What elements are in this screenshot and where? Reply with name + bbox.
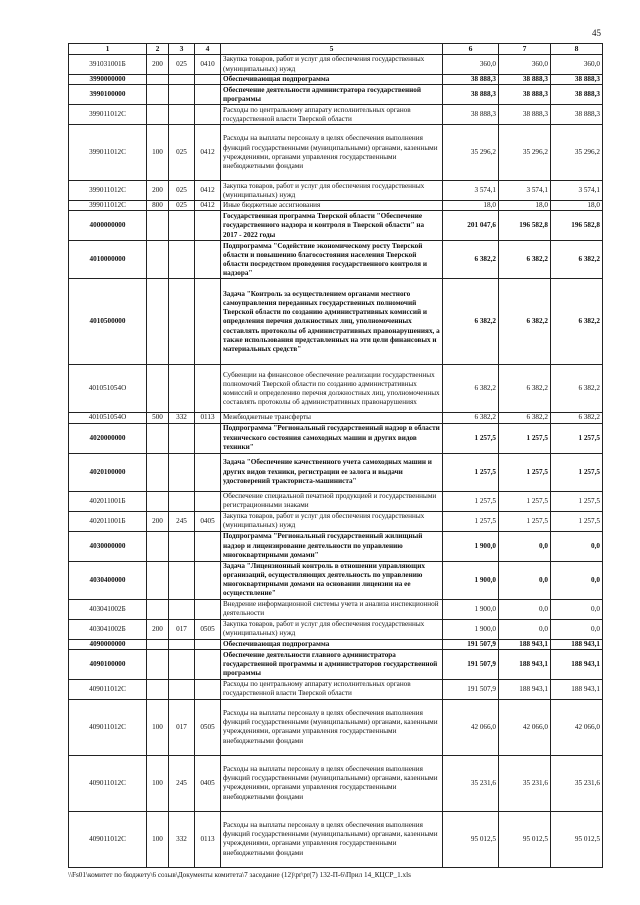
amount-2022-cell: 38 888,3: [551, 85, 603, 105]
amount-2021-cell: 6 382,2: [499, 365, 551, 413]
expense-type-cell: [147, 639, 169, 649]
column-header: 3: [169, 44, 195, 55]
amount-2022-cell: 188 943,1: [551, 649, 603, 679]
column-header: 6: [443, 44, 499, 55]
department-cell: 245: [169, 511, 195, 531]
expense-type-cell: [147, 85, 169, 105]
table-row: [69, 755, 603, 811]
description-cell: Обеспечение деятельности главного администратора государственной программы и администраторов государственной программы: [221, 649, 443, 679]
description-cell: Внедрение информационной системы учета и анализа инспекционной деятельности: [221, 599, 443, 619]
target-code-cell: 399011012С: [69, 181, 147, 201]
target-code-cell: 401051054О: [69, 365, 147, 413]
description-cell: Межбюджетные трансферты: [221, 413, 443, 423]
amount-2022-cell: 0,0: [551, 599, 603, 619]
amount-2021-cell: 188 943,1: [499, 679, 551, 699]
amount-2020-cell: 1 257,5: [443, 423, 499, 453]
department-cell: 025: [169, 181, 195, 201]
amount-2020-cell: 35 231,6: [443, 755, 499, 811]
target-code-cell: 4090000000: [69, 639, 147, 649]
amount-2021-cell: 1 257,5: [499, 453, 551, 491]
table-row: [69, 279, 603, 365]
amount-2022-cell: 0,0: [551, 531, 603, 561]
table-row: [69, 55, 603, 75]
table-row: [69, 423, 603, 453]
amount-2020-cell: 35 296,2: [443, 125, 499, 181]
target-code-cell: 399011012С: [69, 105, 147, 125]
section-cell: [195, 241, 221, 279]
department-cell: 017: [169, 699, 195, 755]
amount-2020-cell: 191 507,9: [443, 679, 499, 699]
amount-2020-cell: 1 900,0: [443, 599, 499, 619]
section-cell: 0113: [195, 413, 221, 423]
amount-2022-cell: 6 382,2: [551, 279, 603, 365]
expense-type-cell: 500: [147, 413, 169, 423]
section-cell: [195, 423, 221, 453]
target-code-cell: 4010000000: [69, 241, 147, 279]
target-code-cell: 409011012С: [69, 699, 147, 755]
department-cell: [169, 105, 195, 125]
section-cell: [195, 599, 221, 619]
description-cell: Обеспечивающая подпрограмма: [221, 639, 443, 649]
table-row: [69, 125, 603, 181]
department-cell: 025: [169, 201, 195, 211]
amount-2020-cell: 191 507,9: [443, 639, 499, 649]
table-row: [69, 85, 603, 105]
description-cell: Расходы на выплаты персоналу в целях обеспечения выполнения функций государственными (муниципальными) органами, казенными учреждениями, органами управления государственными внебюджетными фондами: [221, 755, 443, 811]
amount-2022-cell: 1 257,5: [551, 453, 603, 491]
amount-2021-cell: 38 888,3: [499, 85, 551, 105]
section-cell: 0412: [195, 125, 221, 181]
amount-2021-cell: 360,0: [499, 55, 551, 75]
expense-type-cell: 200: [147, 511, 169, 531]
expense-type-cell: [147, 75, 169, 85]
description-cell: Расходы по центральному аппарату исполнительных органов государственной власти Тверской области: [221, 105, 443, 125]
expense-type-cell: 200: [147, 181, 169, 201]
description-cell: Закупка товаров, работ и услуг для обеспечения государственных (муниципальных) нужд: [221, 181, 443, 201]
expense-type-cell: [147, 531, 169, 561]
department-cell: [169, 531, 195, 561]
table-row: [69, 365, 603, 413]
amount-2021-cell: 38 888,3: [499, 105, 551, 125]
amount-2022-cell: 3 574,1: [551, 181, 603, 201]
section-cell: [195, 531, 221, 561]
amount-2021-cell: 38 888,3: [499, 75, 551, 85]
table-row: [69, 413, 603, 423]
description-cell: Государственная программа Тверской области "Обеспечение государственного надзора и контроля в Тверской области" на 2017 - 2022 годы: [221, 211, 443, 241]
amount-2020-cell: 1 900,0: [443, 531, 499, 561]
amount-2021-cell: 0,0: [499, 531, 551, 561]
amount-2020-cell: 38 888,3: [443, 85, 499, 105]
expense-type-cell: [147, 423, 169, 453]
section-cell: 0113: [195, 811, 221, 867]
expense-type-cell: 100: [147, 125, 169, 181]
table-row: [69, 241, 603, 279]
table-row: [69, 211, 603, 241]
description-cell: Подпрограмма "Региональный государственный надзор в области технического состояния самоходных машин и других видов техники": [221, 423, 443, 453]
amount-2020-cell: 6 382,2: [443, 279, 499, 365]
description-cell: Расходы на выплаты персоналу в целях обеспечения выполнения функций государственными (муниципальными) органами, казенными учреждениями, органами управления государственными внебюджетными фондами: [221, 125, 443, 181]
target-code-cell: 403041002Б: [69, 599, 147, 619]
amount-2020-cell: 1 257,5: [443, 511, 499, 531]
amount-2021-cell: 188 943,1: [499, 649, 551, 679]
description-cell: Подпрограмма "Региональный государственный жилищный надзор и лицензирование деятельности по управлению многоквартирными домами": [221, 531, 443, 561]
amount-2021-cell: 3 574,1: [499, 181, 551, 201]
amount-2021-cell: 0,0: [499, 561, 551, 599]
amount-2022-cell: 6 382,2: [551, 241, 603, 279]
department-cell: [169, 365, 195, 413]
department-cell: [169, 649, 195, 679]
department-cell: [169, 599, 195, 619]
description-cell: Расходы на выплаты персоналу в целях обеспечения выполнения функций государственными (муниципальными) органами, казенными учреждениями, органами управления государственными внебюджетными фондами: [221, 811, 443, 867]
amount-2022-cell: 95 012,5: [551, 811, 603, 867]
amount-2022-cell: 38 888,3: [551, 105, 603, 125]
section-cell: 0505: [195, 619, 221, 639]
description-cell: Обеспечивающая подпрограмма: [221, 75, 443, 85]
amount-2020-cell: 201 047,6: [443, 211, 499, 241]
amount-2020-cell: 1 257,5: [443, 453, 499, 491]
section-cell: [195, 211, 221, 241]
target-code-cell: 409011012С: [69, 811, 147, 867]
amount-2020-cell: 42 066,0: [443, 699, 499, 755]
table-row: [69, 201, 603, 211]
description-cell: Задача "Лицензионный контроль в отношении управляющих организаций, осуществляющих деятельность по управлению многоквартирными домами на основании лицензии на ее осуществление": [221, 561, 443, 599]
section-cell: [195, 561, 221, 599]
table-row: [69, 531, 603, 561]
table-row: [69, 619, 603, 639]
target-code-cell: 409011012С: [69, 755, 147, 811]
section-cell: [195, 453, 221, 491]
target-code-cell: 3990100000: [69, 85, 147, 105]
amount-2021-cell: 6 382,2: [499, 241, 551, 279]
section-cell: [195, 491, 221, 511]
target-code-cell: 391031001Б: [69, 55, 147, 75]
file-path-footer: \\Fs01\комитет по бюджету\6 созыв\Документы комитета\7 заседание (12)\pr\pr(7) 132-П-6\Прил 14_КЦСР_1.xls: [68, 871, 411, 879]
expense-type-cell: [147, 241, 169, 279]
expense-type-cell: [147, 561, 169, 599]
amount-2020-cell: 191 507,9: [443, 649, 499, 679]
budget-table: [68, 43, 603, 868]
amount-2022-cell: 35 296,2: [551, 125, 603, 181]
column-header: 1: [69, 44, 147, 55]
amount-2021-cell: 196 582,8: [499, 211, 551, 241]
department-cell: 025: [169, 125, 195, 181]
column-header: 4: [195, 44, 221, 55]
amount-2022-cell: 42 066,0: [551, 699, 603, 755]
section-cell: [195, 639, 221, 649]
table-row: [69, 491, 603, 511]
amount-2021-cell: 95 012,5: [499, 811, 551, 867]
target-code-cell: 402011001Б: [69, 511, 147, 531]
target-code-cell: 4000000000: [69, 211, 147, 241]
description-cell: Закупка товаров, работ и услуг для обеспечения государственных (муниципальных) нужд: [221, 511, 443, 531]
amount-2021-cell: 6 382,2: [499, 413, 551, 423]
amount-2022-cell: 1 257,5: [551, 511, 603, 531]
department-cell: 332: [169, 811, 195, 867]
department-cell: [169, 561, 195, 599]
target-code-cell: 3990000000: [69, 75, 147, 85]
amount-2020-cell: 3 574,1: [443, 181, 499, 201]
expense-type-cell: 200: [147, 55, 169, 75]
amount-2022-cell: 35 231,6: [551, 755, 603, 811]
amount-2020-cell: 6 382,2: [443, 241, 499, 279]
column-header: 2: [147, 44, 169, 55]
amount-2022-cell: 188 943,1: [551, 679, 603, 699]
expense-type-cell: 200: [147, 619, 169, 639]
section-cell: 0412: [195, 181, 221, 201]
table-row: [69, 649, 603, 679]
department-cell: [169, 211, 195, 241]
department-cell: 025: [169, 55, 195, 75]
section-cell: [195, 105, 221, 125]
expense-type-cell: 100: [147, 811, 169, 867]
section-cell: [195, 679, 221, 699]
column-header: 5: [221, 44, 443, 55]
department-cell: [169, 279, 195, 365]
amount-2022-cell: 6 382,2: [551, 365, 603, 413]
expense-type-cell: [147, 491, 169, 511]
expense-type-cell: [147, 279, 169, 365]
amount-2022-cell: 0,0: [551, 619, 603, 639]
department-cell: [169, 491, 195, 511]
amount-2020-cell: 1 257,5: [443, 491, 499, 511]
expense-type-cell: [147, 453, 169, 491]
column-header: 7: [499, 44, 551, 55]
department-cell: [169, 241, 195, 279]
amount-2021-cell: 1 257,5: [499, 423, 551, 453]
expense-type-cell: [147, 649, 169, 679]
target-code-cell: 401051054О: [69, 413, 147, 423]
department-cell: [169, 679, 195, 699]
amount-2021-cell: 6 382,2: [499, 279, 551, 365]
expense-type-cell: 800: [147, 201, 169, 211]
amount-2022-cell: 360,0: [551, 55, 603, 75]
amount-2021-cell: 42 066,0: [499, 699, 551, 755]
section-cell: [195, 85, 221, 105]
department-cell: [169, 639, 195, 649]
expense-type-cell: [147, 105, 169, 125]
department-cell: 245: [169, 755, 195, 811]
table-row: [69, 511, 603, 531]
amount-2021-cell: 0,0: [499, 599, 551, 619]
target-code-cell: 409011012С: [69, 679, 147, 699]
description-cell: Расходы на выплаты персоналу в целях обеспечения выполнения функций государственными (муниципальными) органами, казенными учреждениями, органами управления государственными внебюджетными фондами: [221, 699, 443, 755]
page-number: 45: [592, 28, 601, 38]
department-cell: 017: [169, 619, 195, 639]
amount-2020-cell: 1 900,0: [443, 619, 499, 639]
amount-2021-cell: 1 257,5: [499, 511, 551, 531]
amount-2020-cell: 38 888,3: [443, 75, 499, 85]
department-cell: [169, 453, 195, 491]
expense-type-cell: 100: [147, 699, 169, 755]
expense-type-cell: [147, 365, 169, 413]
amount-2020-cell: 1 900,0: [443, 561, 499, 599]
section-cell: 0410: [195, 55, 221, 75]
department-cell: 332: [169, 413, 195, 423]
table-row: [69, 105, 603, 125]
header-row: [69, 44, 603, 55]
table-row: [69, 699, 603, 755]
description-cell: Задача "Контроль за осуществлением органами местного самоуправления переданных государственных полномочий Тверской области по созданию административных комиссий и определения перечня должностных лиц, уполномоченных составлять протоколы об административных правонарушениях, а также использования представленных на эти цели финансовых и материальных средств": [221, 279, 443, 365]
target-code-cell: 4030000000: [69, 531, 147, 561]
amount-2022-cell: 196 582,8: [551, 211, 603, 241]
target-code-cell: 4030400000: [69, 561, 147, 599]
table-row: [69, 181, 603, 201]
section-cell: 0505: [195, 699, 221, 755]
expense-type-cell: [147, 211, 169, 241]
description-cell: Обеспечение деятельности администратора государственной программы: [221, 85, 443, 105]
amount-2021-cell: 188 943,1: [499, 639, 551, 649]
amount-2021-cell: 35 231,6: [499, 755, 551, 811]
amount-2021-cell: 35 296,2: [499, 125, 551, 181]
target-code-cell: 399011012С: [69, 125, 147, 181]
section-cell: [195, 279, 221, 365]
amount-2020-cell: 6 382,2: [443, 365, 499, 413]
description-cell: Закупка товаров, работ и услуг для обеспечения государственных (муниципальных) нужд: [221, 619, 443, 639]
description-cell: Обеспечение специальной печатной продукцией и государственными регистрационными знаками: [221, 491, 443, 511]
amount-2020-cell: 360,0: [443, 55, 499, 75]
column-header: 8: [551, 44, 603, 55]
table-row: [69, 599, 603, 619]
table-row: [69, 75, 603, 85]
expense-type-cell: [147, 599, 169, 619]
description-cell: Субвенции на финансовое обеспечение реализации государственных полномочий Тверской области по созданию административных комиссий и определению перечня должностных лиц, уполномоченных составлять протоколы об административных правонарушениях: [221, 365, 443, 413]
amount-2022-cell: 1 257,5: [551, 423, 603, 453]
description-cell: Расходы по центральному аппарату исполнительных органов государственной власти Тверской области: [221, 679, 443, 699]
target-code-cell: 4010500000: [69, 279, 147, 365]
section-cell: [195, 75, 221, 85]
amount-2020-cell: 18,0: [443, 201, 499, 211]
table-row: [69, 453, 603, 491]
description-cell: Иные бюджетные ассигнования: [221, 201, 443, 211]
expense-type-cell: 100: [147, 755, 169, 811]
department-cell: [169, 423, 195, 453]
amount-2022-cell: 0,0: [551, 561, 603, 599]
section-cell: [195, 649, 221, 679]
table-row: [69, 561, 603, 599]
description-cell: Подпрограмма "Содействие экономическому росту Тверской области и повышению благосостояния населения Тверской области посредством проведения государственного контроля и надзора": [221, 241, 443, 279]
amount-2022-cell: 1 257,5: [551, 491, 603, 511]
table-row: [69, 679, 603, 699]
amount-2022-cell: 38 888,3: [551, 75, 603, 85]
target-code-cell: 399011012С: [69, 201, 147, 211]
target-code-cell: 403041002Б: [69, 619, 147, 639]
target-code-cell: 4090100000: [69, 649, 147, 679]
target-code-cell: 4020100000: [69, 453, 147, 491]
target-code-cell: 4020000000: [69, 423, 147, 453]
section-cell: 0405: [195, 511, 221, 531]
amount-2021-cell: 1 257,5: [499, 491, 551, 511]
department-cell: [169, 75, 195, 85]
amount-2021-cell: 18,0: [499, 201, 551, 211]
amount-2022-cell: 18,0: [551, 201, 603, 211]
table-row: [69, 811, 603, 867]
section-cell: [195, 365, 221, 413]
section-cell: 0405: [195, 755, 221, 811]
amount-2020-cell: 95 012,5: [443, 811, 499, 867]
description-cell: Задача "Обеспечение качественного учета самоходных машин и других видов техники, регистрации ее залога и выдачи удостоверений тракториста-машиниста": [221, 453, 443, 491]
table-row: [69, 639, 603, 649]
amount-2022-cell: 188 943,1: [551, 639, 603, 649]
section-cell: 0412: [195, 201, 221, 211]
amount-2022-cell: 6 382,2: [551, 413, 603, 423]
department-cell: [169, 85, 195, 105]
amount-2021-cell: 0,0: [499, 619, 551, 639]
description-cell: Закупка товаров, работ и услуг для обеспечения государственных (муниципальных) нужд: [221, 55, 443, 75]
expense-type-cell: [147, 679, 169, 699]
amount-2020-cell: 6 382,2: [443, 413, 499, 423]
target-code-cell: 402011001Б: [69, 491, 147, 511]
amount-2020-cell: 38 888,3: [443, 105, 499, 125]
